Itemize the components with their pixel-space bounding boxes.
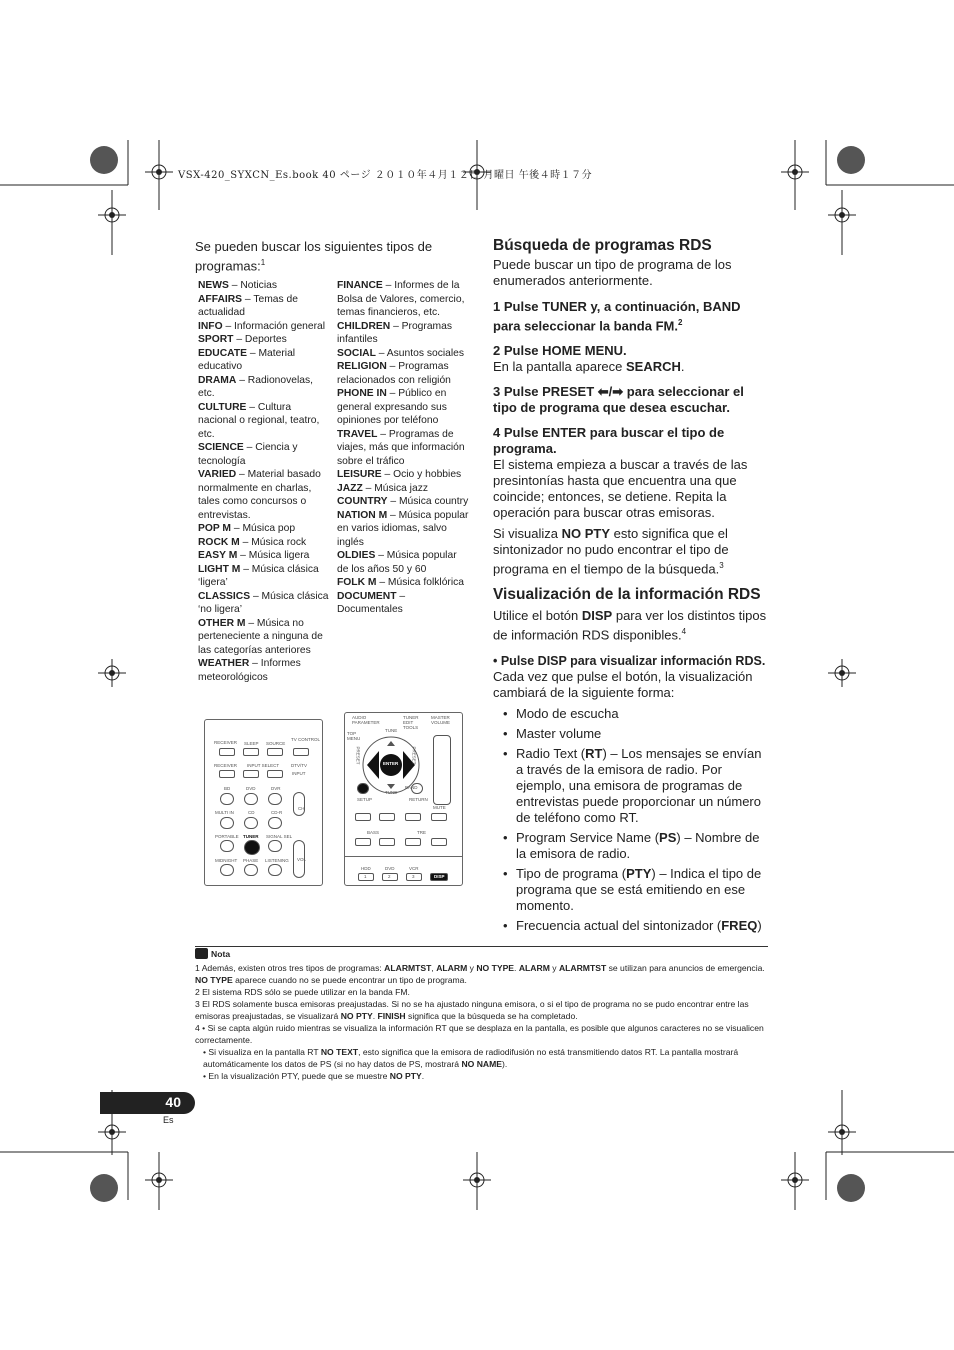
ch-rocker (293, 792, 305, 816)
program-type-entry: DOCUMENT – Documentales (337, 590, 406, 615)
sleep-button (243, 748, 259, 756)
step-1: 1 Pulse TUNER y, a continuación, BAND para seleccionar la banda FM.$^2$ (493, 299, 741, 334)
return-button (411, 783, 423, 794)
note-1: 1 Además, existen otros tres tipos de programas: ALARMTST, ALARM y NO TYPE. ALARM y ALARMTST se utilizan para anuncios de emergencia. NO TYPE aparece cuando no se puede encontrar un tipo de programa. (195, 963, 765, 985)
disp-step: • Pulse DISP para visualizar información RDS. (493, 654, 766, 669)
program-type-entry: CULTURE – Cultura nacional o regional, teatro, etc. (198, 401, 320, 440)
portable-button (220, 840, 234, 852)
note-2: 2 El sistema RDS sólo se puede utilizar en la banda FM. (195, 987, 410, 997)
program-type-entry: INFO – Información general (198, 320, 326, 332)
section-rds-search (493, 238, 768, 578)
program-type-entry: SPORT – Deportes (198, 334, 287, 345)
disp-item: • Master volume (493, 726, 768, 742)
program-type-entry: NEWS – Noticias (198, 280, 277, 291)
program-type-entry: RELIGION – Programas relacionados con religión (337, 361, 451, 386)
receiver-button (219, 748, 235, 756)
note-4a: 4 • Si se capta algún ruido mientras se visualiza la información RT que se desplaza en la pantalla, es posible que algunos caracteres no se visualicen correctamente. (195, 1023, 764, 1045)
program-type-entry: CHILDREN – Programas infantiles (337, 320, 453, 345)
tuner-button-highlight (244, 840, 260, 855)
section-title: Visualización de la información RDS (493, 586, 761, 603)
program-types-col1 (198, 279, 332, 684)
tune-up-icon (387, 741, 395, 746)
note-icon (195, 948, 208, 959)
section-lead: Puede buscar un tipo de programa de los enumerados anteriormente. (493, 257, 732, 288)
disp-item: • Frecuencia actual del sintonizador (FREQ) (493, 918, 768, 934)
program-type-entry: FINANCE – Informes de la Bolsa de Valores, comercio, temas financieros, etc. (337, 280, 465, 318)
program-type-entry: PHONE IN – Público en general expresando sus opiniones por teléfono (337, 388, 447, 426)
section-lead: Utilice el botón DISP para ver los distintos tipos de información RDS disponibles.$^4$ (493, 608, 767, 643)
disp-item: • Radio Text (RT) – Los mensajes se envían a través de la emisora de radio. Por ejemplo, una emisora de programas de entrevistas puede proporcionar un número de teléfono como RT. (493, 746, 768, 826)
note-4b: • Si visualiza en la pantalla RT NO TEXT, esto significa que la emisora de radiodifusión no está transmitiendo datos RT. La pantalla mostrará automáticamente los datos de PS (si no hay datos de PS, mostrará NO NAME). (203, 1047, 739, 1069)
midnight-button (220, 864, 234, 876)
program-type-entry: POP M – Música pop (198, 523, 296, 534)
note-4c: • En la visualización PTY, puede que se muestre NO PTY. (203, 1071, 425, 1081)
step-3: 3 Pulse PRESET ⬅/➡ para seleccionar el tipo de programa que desea escuchar. (493, 384, 744, 416)
program-type-entry: TRAVEL – Programas de viajes, más que información sobre el tráfico (337, 428, 465, 467)
program-type-entry: ROCK M – Música rock (198, 536, 307, 548)
tv-control-button (293, 748, 309, 756)
dvd-button (244, 793, 258, 805)
dvr-button (268, 793, 282, 805)
disp-items-list (493, 706, 768, 934)
program-type-entry: WEATHER – Informes meteorológicos (198, 658, 301, 683)
program-type-entry: SCIENCE – Ciencia y tecnología (198, 442, 298, 467)
program-type-entry: SOCIAL – Asuntos sociales (337, 347, 465, 359)
program-type-entry: LIGHT M – Música clásica ‘ligera’ (198, 563, 319, 588)
disp-item: • Modo de escucha (493, 706, 768, 722)
disp-item: • Program Service Name (PS) – Nombre de la emisora de radio. (493, 830, 768, 862)
signal-sel-button (268, 840, 282, 852)
program-type-entry: CLASSICS – Música clásica ‘no ligera’ (198, 590, 329, 615)
notes-divider (195, 946, 768, 947)
note-3: 3 El RDS solamente busca emisoras preajustadas. Si no se ha ajustado ninguna emisora, o si el tipo de programa no se pudo encontrar entre las emisoras preajustadas, se visualizará NO PTY. FINISH significa que la búsqueda se ha completado. (195, 999, 749, 1021)
remote-illustration-left: RECEIVER SLEEP SOURCE TV CONTROL RECEIVER INPUT SELECT DTV/TV INPUT BD DVD DVR MULTI IN CD CD-R CH PORTABLE TUNER SIGNAL SEL MIDNIGHT PHASE LISTENING VOL (204, 719, 323, 886)
program-type-entry: OTHER M – Música no perteneciente a ninguna de las categorías anteriores (198, 617, 323, 656)
print-header: VSX-420_SYXCN_Es.book 40 ページ ２０１０年４月１２日 月曜日 午後４時１７分 (178, 170, 593, 181)
program-type-entry: OLDIES – Música popular de los años 50 y 60 (337, 550, 457, 575)
vol-rocker (293, 840, 305, 878)
section-title: Búsqueda de programas RDS (493, 237, 712, 254)
disp-button-highlight: DISP (430, 873, 448, 881)
page-number: 40 (100, 1092, 195, 1114)
program-type-entry: LEISURE – Ocio y hobbies (337, 469, 462, 480)
section-rds-display (493, 587, 768, 938)
listening-button (268, 864, 282, 876)
program-type-entry: EASY M – Música ligera (198, 550, 310, 561)
cd-button (244, 817, 258, 829)
program-types-col2 (337, 279, 469, 617)
phase-button (244, 864, 258, 876)
preset-left-icon (367, 751, 379, 779)
no-pty-note: Si visualiza NO PTY esto significa que el sintonizador no pudo encontrar el tipo de programa en el tiempo de la búsqueda.$^3$ (493, 526, 729, 577)
tune-down-icon (387, 784, 395, 789)
master-volume-rocker (433, 735, 451, 805)
program-type-entry: EDUCATE – Material educativo (198, 347, 296, 372)
program-type-entry: JAZZ – Música jazz (337, 482, 428, 494)
notes-heading: Nota (195, 948, 770, 960)
step-2: 2 Pulse HOME MENU. (493, 343, 627, 359)
step-2-body: En la pantalla aparece SEARCH. (493, 359, 685, 375)
program-type-entry: NATION M – Música popular en varios idiomas, salvo inglés (337, 509, 469, 548)
program-type-entry: FOLK M – Música folklórica (337, 577, 465, 588)
page-language: Es (163, 1115, 174, 1125)
program-type-entry: AFFAIRS – Temas de actualidad (198, 293, 298, 318)
step-4: 4 Pulse ENTER para buscar el tipo de programa. (493, 425, 725, 457)
disp-item: • Tipo de programa (PTY) – Indica el tipo de programa que se está emitiendo en ese momento. (493, 866, 768, 914)
setup-button (357, 783, 369, 794)
intro-text: Se pueden buscar los siguientes tipos de programas:$^1$ (195, 239, 433, 274)
step-4-body: El sistema empieza a buscar a través de las presintonías hasta que encuentra una que coincide; entonces, se detiene. Repita la operación para buscar otras emisoras. (493, 457, 748, 521)
remote-illustration-right: AUDIO PARAMETER TUNER EDIT TOOLS MASTER VOLUME TOP MENU TUNE ENTER PRESET PRESET TUNE SETUP BAND RETURN MUTE BASS TRE HDD DVD VCR 1 2 3 DISP (344, 712, 463, 886)
cd-r-button (268, 817, 282, 829)
notes-block (195, 948, 770, 1082)
source-button (267, 748, 283, 756)
program-type-entry: COUNTRY – Música country (337, 496, 469, 507)
bd-button (220, 793, 234, 805)
program-type-entry: DRAMA – Radionovelas, etc. (198, 374, 314, 399)
program-type-entry: VARIED – Material basado normalmente en charlas, tales como concursos o entrevistas. (198, 469, 321, 521)
multi-in-button (220, 817, 234, 829)
disp-step-body: Cada vez que pulse el botón, la visualización cambiará de la siguiente forma: (493, 669, 753, 701)
